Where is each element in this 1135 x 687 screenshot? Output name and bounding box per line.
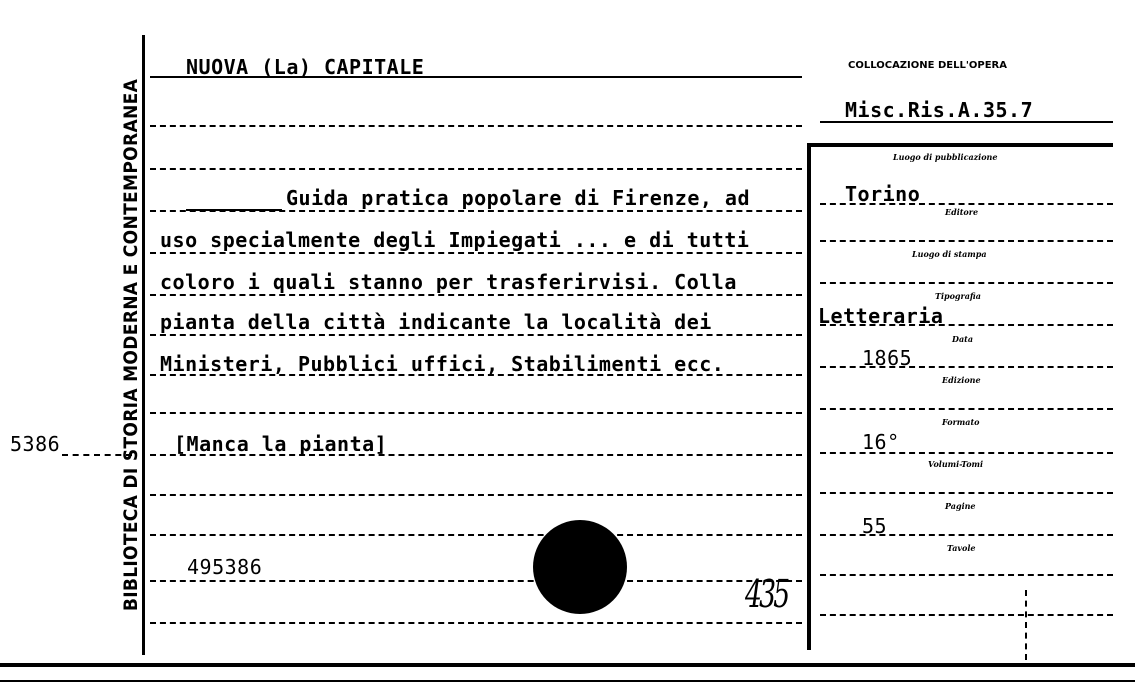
luogo-stampa-label: Luogo di stampa xyxy=(912,249,987,259)
bottom-edge-line xyxy=(0,680,1135,682)
body-line-4: pianta della città indicante la località dei xyxy=(160,310,712,334)
ruled-line xyxy=(150,412,802,414)
handwritten-mark: 435 xyxy=(745,572,788,616)
right-ruled-line xyxy=(820,534,1113,536)
tipografia-value: Letteraria xyxy=(818,304,944,328)
card-title: NUOVA (La) CAPITALE xyxy=(186,55,425,79)
left-border-line xyxy=(142,35,145,655)
ruled-line xyxy=(150,374,802,376)
left-number-rule xyxy=(62,454,132,456)
volumi-label: Volumi-Tomi xyxy=(928,459,984,469)
data-value: 1865 xyxy=(862,346,913,370)
collocazione-value: Misc.Ris.A.35.7 xyxy=(845,98,1034,122)
right-ruled-line xyxy=(820,324,1113,326)
editore-label: Editore xyxy=(945,207,979,217)
right-ruled-line xyxy=(820,492,1113,494)
bottom-border-line xyxy=(0,663,1135,667)
left-number: 5386 xyxy=(10,432,61,456)
right-ruled-line xyxy=(820,282,1113,284)
data-label: Data xyxy=(952,334,973,344)
pagine-value: 55 xyxy=(862,514,888,538)
ruled-line xyxy=(150,534,802,536)
ruled-line xyxy=(150,125,802,127)
luogo-pubblicazione-label: Luogo di pubblicazione xyxy=(893,152,998,162)
formato-value: 16° xyxy=(862,430,900,454)
ruled-line xyxy=(150,580,802,582)
right-ruled-line xyxy=(820,452,1113,454)
body-line-2: uso specialmente degli Impiegati ... e di tutti xyxy=(160,228,750,252)
tavole-label: Tavole xyxy=(947,543,976,553)
right-panel-left-border xyxy=(807,143,811,650)
pagine-label: Pagine xyxy=(945,501,976,511)
right-ruled-line xyxy=(820,203,1113,205)
collocazione-label: COLLOCAZIONE DELL'OPERA xyxy=(848,60,1007,71)
right-ruled-line xyxy=(820,574,1113,576)
ruled-line xyxy=(150,294,802,296)
ruled-line xyxy=(150,494,802,496)
tipografia-label: Tipografia xyxy=(935,291,981,301)
note-text: [Manca la pianta] xyxy=(174,432,388,456)
pencil-stroke xyxy=(1025,590,1029,660)
ruled-line xyxy=(150,252,802,254)
collocazione-rule xyxy=(820,121,1113,123)
title-rule xyxy=(150,76,802,78)
ruled-line xyxy=(150,210,802,212)
formato-label: Formato xyxy=(942,417,980,427)
edizione-label: Edizione xyxy=(942,375,981,385)
body-line-1: Guida pratica popolare di Firenze, ad xyxy=(286,186,751,210)
right-ruled-line xyxy=(820,366,1113,368)
body-line-3: coloro i quali stanno per trasferirvisi. Colla xyxy=(160,270,737,294)
inventory-number: 495386 xyxy=(187,555,263,579)
ruled-line xyxy=(150,334,802,336)
luogo-pubblicazione-value: Torino xyxy=(845,182,921,206)
ruled-line xyxy=(150,168,802,170)
right-ruled-line xyxy=(820,408,1113,410)
punched-hole xyxy=(533,520,627,614)
ruled-line xyxy=(150,622,802,624)
right-ruled-line xyxy=(820,240,1113,242)
library-vertical-label: BIBLIOTECA DI STORIA MODERNA E CONTEMPORANEA xyxy=(120,78,142,612)
body-line-5: Ministeri, Pubblici uffici, Stabilimenti ecc. xyxy=(160,352,725,376)
right-ruled-line xyxy=(820,614,1113,616)
right-panel-top-border xyxy=(807,143,1113,147)
